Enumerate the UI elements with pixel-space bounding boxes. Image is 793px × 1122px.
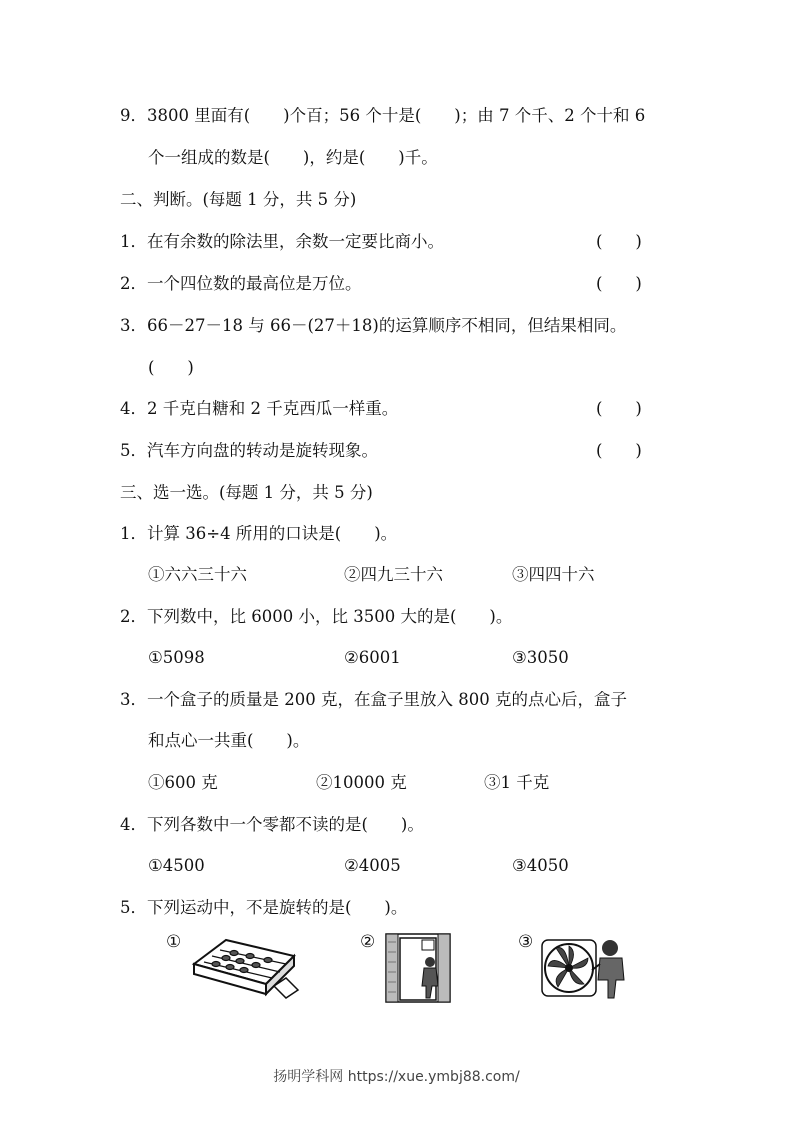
choice-q1-option-3[interactable]: ③四四十六 [512,565,595,584]
choice-q2-option-3[interactable]: ③3050 [512,648,569,667]
choice-q3-line2: 和点心一共重( )。 [148,731,310,750]
judge-item-1: 1．在有余数的除法里，余数一定要比商小。 [120,232,444,251]
q9-line1: 9．3800 里面有( )个百；56 个十是( )；由 7 个千、2 个十和 6 [120,106,646,125]
choice-q2-option-1[interactable]: ①5098 [148,648,205,667]
judge-item-5: 5．汽车方向盘的转动是旋转现象。 [120,441,378,460]
section3-heading: 三、选一选。(每题 1 分，共 5 分) [120,483,373,502]
choice-q2-option-2[interactable]: ②6001 [344,648,401,667]
choice-q2: 2．下列数中，比 6000 小，比 3500 大的是( )。 [120,607,513,626]
judge-item-4: 4．2 千克白糖和 2 千克西瓜一样重。 [120,399,399,418]
judge-answer-3[interactable]: ( ) [148,358,194,377]
choice-q4-option-2[interactable]: ②4005 [344,856,401,875]
picture-3-label[interactable]: ③ [518,932,534,952]
judge-answer-2[interactable]: ( ) [596,274,642,293]
choice-q3-option-3[interactable]: ③1 千克 [484,773,550,792]
choice-q3-line1: 3．一个盒子的质量是 200 克，在盒子里放入 800 克的点心后，盒子 [120,690,627,709]
judge-answer-1[interactable]: ( ) [596,232,642,251]
judge-item-3: 3．66－27－18 与 66－(27＋18)的运算顺序不相同，但结果相同。 [120,316,627,335]
picture-1-label[interactable]: ① [166,932,182,952]
section2-heading: 二、判断。(每题 1 分，共 5 分) [120,190,357,209]
choice-q4-option-1[interactable]: ①4500 [148,856,205,875]
choice-q4-option-3[interactable]: ③4050 [512,856,569,875]
fan-picture[interactable] [538,932,634,1002]
footer-watermark: 扬明学科网 https://xue.ymbj88.com/ [273,1069,520,1085]
choice-q3-option-1[interactable]: ①600 克 [148,773,218,792]
choice-q1-option-1[interactable]: ①六六三十六 [148,565,247,584]
judge-answer-4[interactable]: ( ) [596,399,642,418]
choice-q3-option-2[interactable]: ②10000 克 [316,773,407,792]
choice-q1: 1．计算 36÷4 所用的口诀是( )。 [120,524,398,543]
choice-q4: 4．下列各数中一个零都不读的是( )。 [120,815,424,834]
choice-q5: 5．下列运动中，不是旋转的是( )。 [120,898,408,917]
picture-2-label[interactable]: ② [360,932,376,952]
q9-line2: 个一组成的数是( )，约是( )千。 [148,148,438,167]
abacus-picture[interactable] [186,934,302,1000]
judge-item-2: 2．一个四位数的最高位是万位。 [120,274,362,293]
choice-q1-option-2[interactable]: ②四九三十六 [344,565,443,584]
judge-answer-5[interactable]: ( ) [596,441,642,460]
door-picture[interactable] [384,932,452,1004]
